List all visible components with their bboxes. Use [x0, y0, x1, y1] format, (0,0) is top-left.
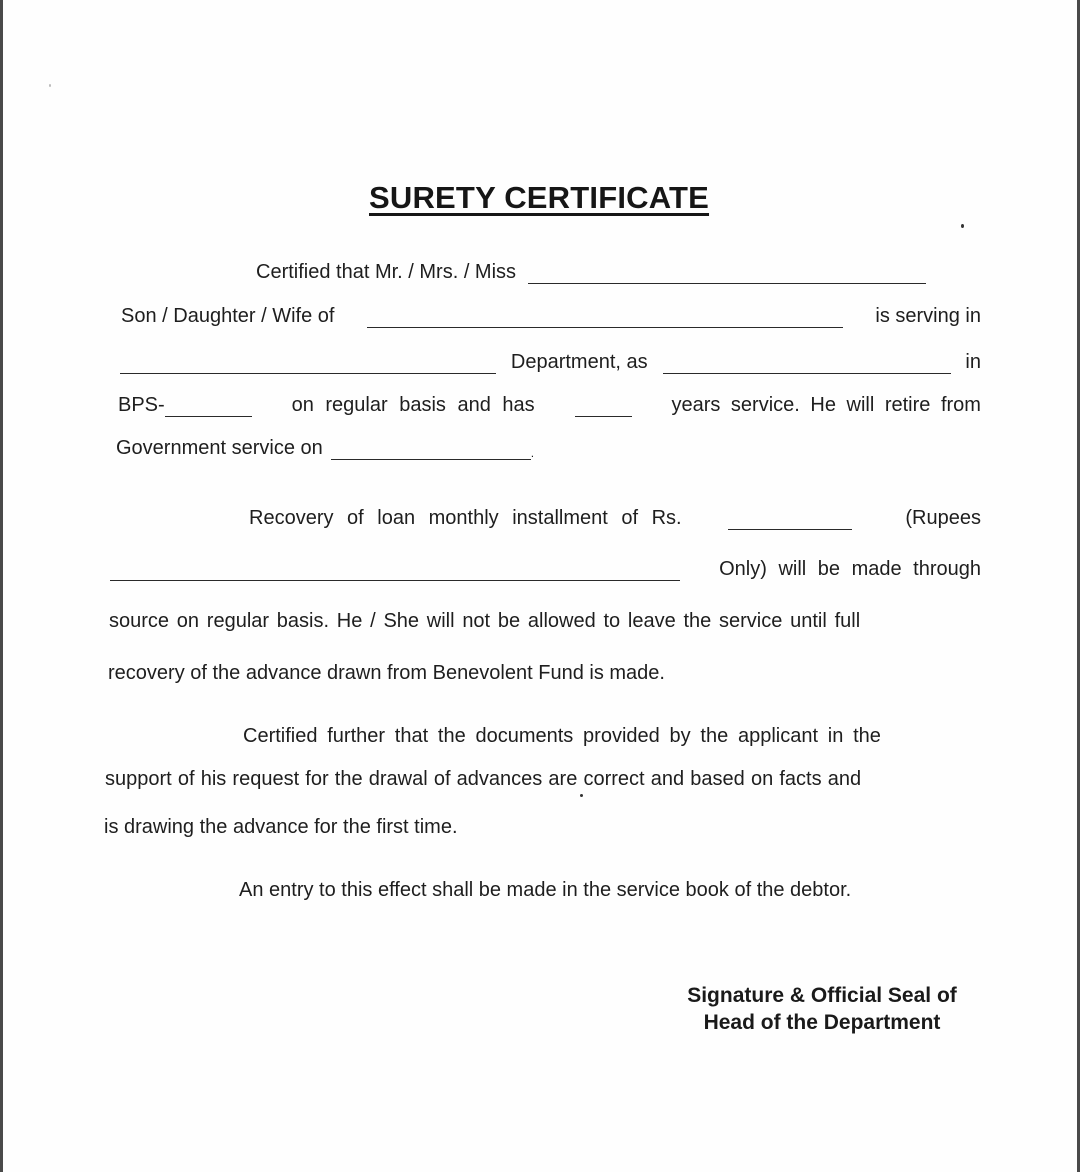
- signature-label: Signature & Official Seal of: [687, 984, 957, 1007]
- serving-in-label: is serving in: [875, 305, 981, 327]
- stray-mark: [961, 224, 964, 228]
- bps-group: [118, 394, 252, 417]
- support-text: support of his request for the drawal of advances are correct and based on facts and: [105, 768, 862, 790]
- bps-field[interactable]: [165, 398, 252, 417]
- installment-label: Recovery of loan monthly installment of Rs.: [249, 507, 682, 529]
- certified-further-text: Certified further that the documents provided by the applicant in the: [243, 725, 881, 747]
- installment-line: [249, 504, 981, 530]
- parent-name-field[interactable]: [367, 309, 843, 328]
- retire-from-label: years service. He will retire from: [671, 394, 981, 416]
- period-mark: .: [530, 446, 535, 460]
- retirement-date-field[interactable]: [331, 441, 531, 460]
- relation-line: [121, 302, 981, 328]
- certified-further-line: [243, 722, 981, 748]
- certified-that-label: Certified that Mr. / Mrs. / Miss: [256, 261, 517, 283]
- source-line: [109, 607, 981, 633]
- department-field[interactable]: [120, 355, 496, 374]
- document-title: SURETY CERTIFICATE: [369, 180, 710, 215]
- relation-label: Son / Daughter / Wife of: [121, 305, 335, 327]
- amount-in-words-field[interactable]: [110, 562, 680, 581]
- rupees-label: (Rupees: [905, 507, 981, 529]
- years-field[interactable]: [575, 398, 632, 417]
- department-line: [120, 348, 981, 374]
- made-through-label: Only) will be made through: [719, 558, 981, 580]
- signature-block: [674, 982, 970, 1036]
- first-time-line: [104, 813, 458, 839]
- government-service-label: Government service on: [116, 437, 323, 459]
- support-line: [105, 765, 861, 791]
- regular-basis-label: on regular basis and has: [291, 394, 535, 416]
- in-label: in: [965, 351, 981, 373]
- applicant-name-field[interactable]: [528, 265, 926, 284]
- recovery-line: [108, 659, 665, 685]
- certified-name-line: [256, 258, 980, 284]
- installment-amount-field[interactable]: [728, 511, 852, 530]
- head-of-department-label: Head of the Department: [703, 1011, 941, 1034]
- recovery-text: recovery of the advance drawn from Benevolent Fund is made.: [108, 662, 665, 684]
- service-book-line: [239, 876, 851, 902]
- first-time-text: is drawing the advance for the first time.: [104, 816, 458, 838]
- designation-field[interactable]: [663, 355, 951, 374]
- stray-mark: [49, 84, 51, 87]
- bps-line: [118, 391, 981, 417]
- retirement-line: [116, 434, 534, 460]
- stray-mark: [580, 794, 583, 797]
- amount-words-line: [110, 555, 981, 581]
- bps-label: BPS-: [118, 394, 165, 416]
- service-book-text: An entry to this effect shall be made in the service book of the debtor.: [239, 879, 852, 901]
- source-text: source on regular basis. He / She will not be allowed to leave the service until full: [109, 610, 861, 632]
- department-as-label: Department, as: [510, 351, 648, 373]
